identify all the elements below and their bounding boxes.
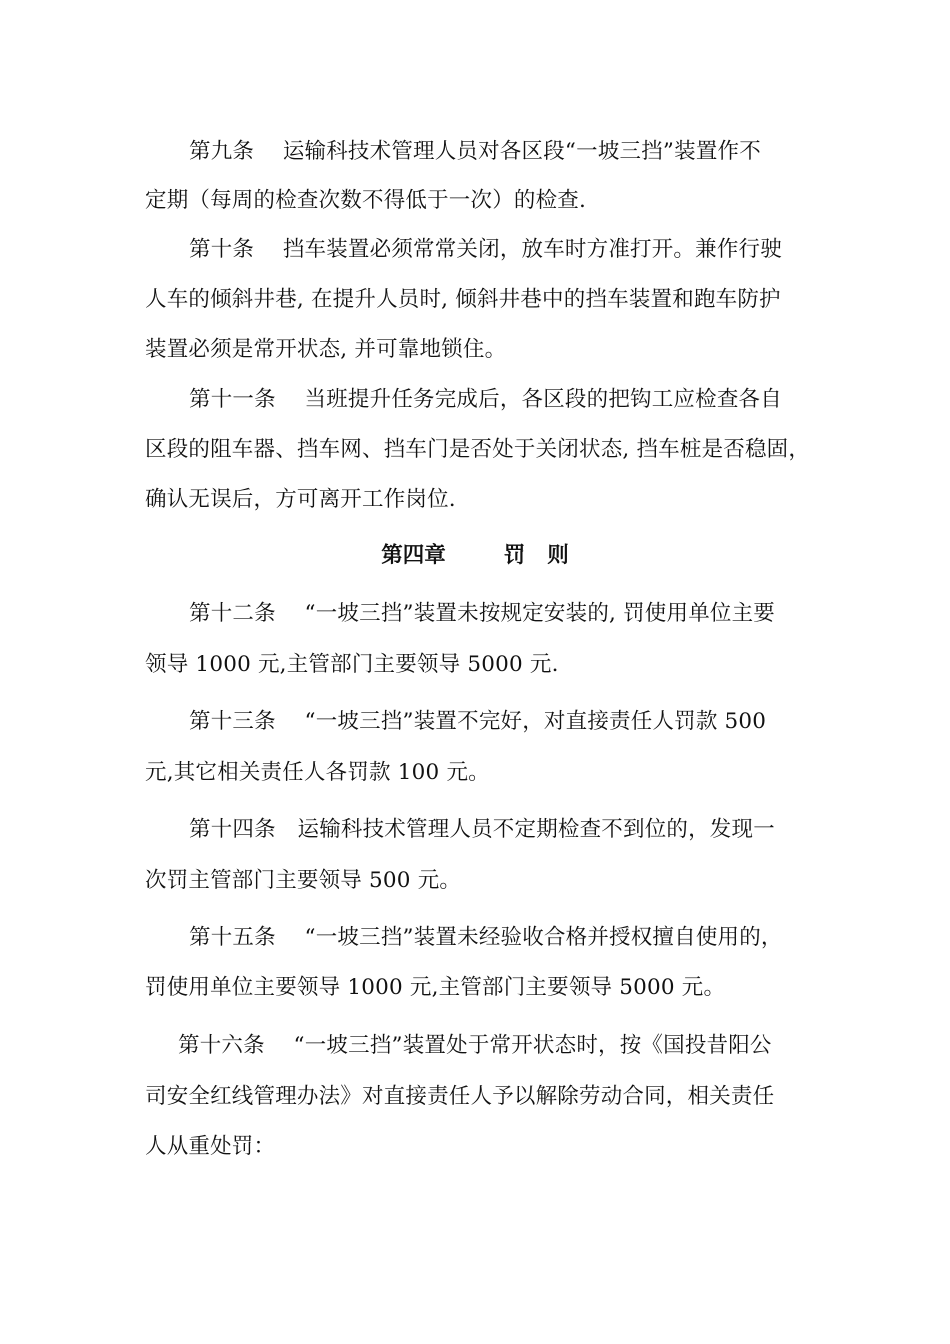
- article-14-line-2: 次罚主管部门主要领导 500 元。: [145, 868, 462, 893]
- article-12-line-2: 领导 1000 元,主管部门主要领导 5000 元.: [145, 652, 559, 677]
- article-11-line-1: 第十一条 当班提升任务完成后，各区段的把钩工应检查各自: [189, 387, 782, 412]
- article-16-line-3: 人从重处罚：: [145, 1134, 276, 1159]
- article-15-line-2: 罚使用单位主要领导 1000 元,主管部门主要领导 5000 元。: [145, 975, 726, 1000]
- article-9-line-1: 第九条 运输科技术管理人员对各区段“一坡三挡”装置作不: [189, 139, 761, 164]
- article-11-line-3: 确认无误后，方可离开工作岗位.: [145, 487, 456, 512]
- article-10-line-2: 人车的倾斜井巷, 在提升人员时, 倾斜井巷中的挡车装置和跑车防护: [145, 287, 781, 312]
- article-16-line-1: 第十六条 “一坡三挡”装置处于常开状态时，按《国投昔阳公: [178, 1033, 772, 1058]
- article-10-line-3: 装置必须是常开状态, 并可靠地锁住。: [145, 337, 507, 362]
- article-13-line-2: 元,其它相关责任人各罚款 100 元。: [145, 760, 490, 785]
- article-14-line-1: 第十四条 运输科技术管理人员不定期检查不到位的，发现一: [189, 817, 775, 842]
- chapter-title-part1: 罚: [503, 543, 526, 568]
- chapter-heading: [0, 542, 950, 570]
- article-9-line-2: 定期（每周的检查次数不得低于一次）的检查.: [145, 188, 587, 213]
- article-11-line-2: 区段的阻车器、挡车网、挡车门是否处于关闭状态, 挡车桩是否稳固，: [145, 437, 811, 462]
- article-13-line-1: 第十三条 “一坡三挡”装置不完好，对直接责任人罚款 500: [189, 709, 767, 734]
- chapter-title-part2: 则: [547, 543, 569, 568]
- article-12-line-1: 第十二条 “一坡三挡”装置未按规定安装的, 罚使用单位主要: [189, 601, 775, 626]
- article-10-line-1: 第十条 挡车装置必须常常关闭，放车时方准打开。兼作行驶: [189, 237, 782, 262]
- article-15-line-1: 第十五条 “一坡三挡”装置未经验收合格并授权擅自使用的，: [189, 925, 783, 950]
- chapter-number: 第四章: [381, 543, 446, 568]
- article-16-line-2: 司安全红线管理办法》对直接责任人予以解除劳动合同，相关责任: [145, 1084, 775, 1109]
